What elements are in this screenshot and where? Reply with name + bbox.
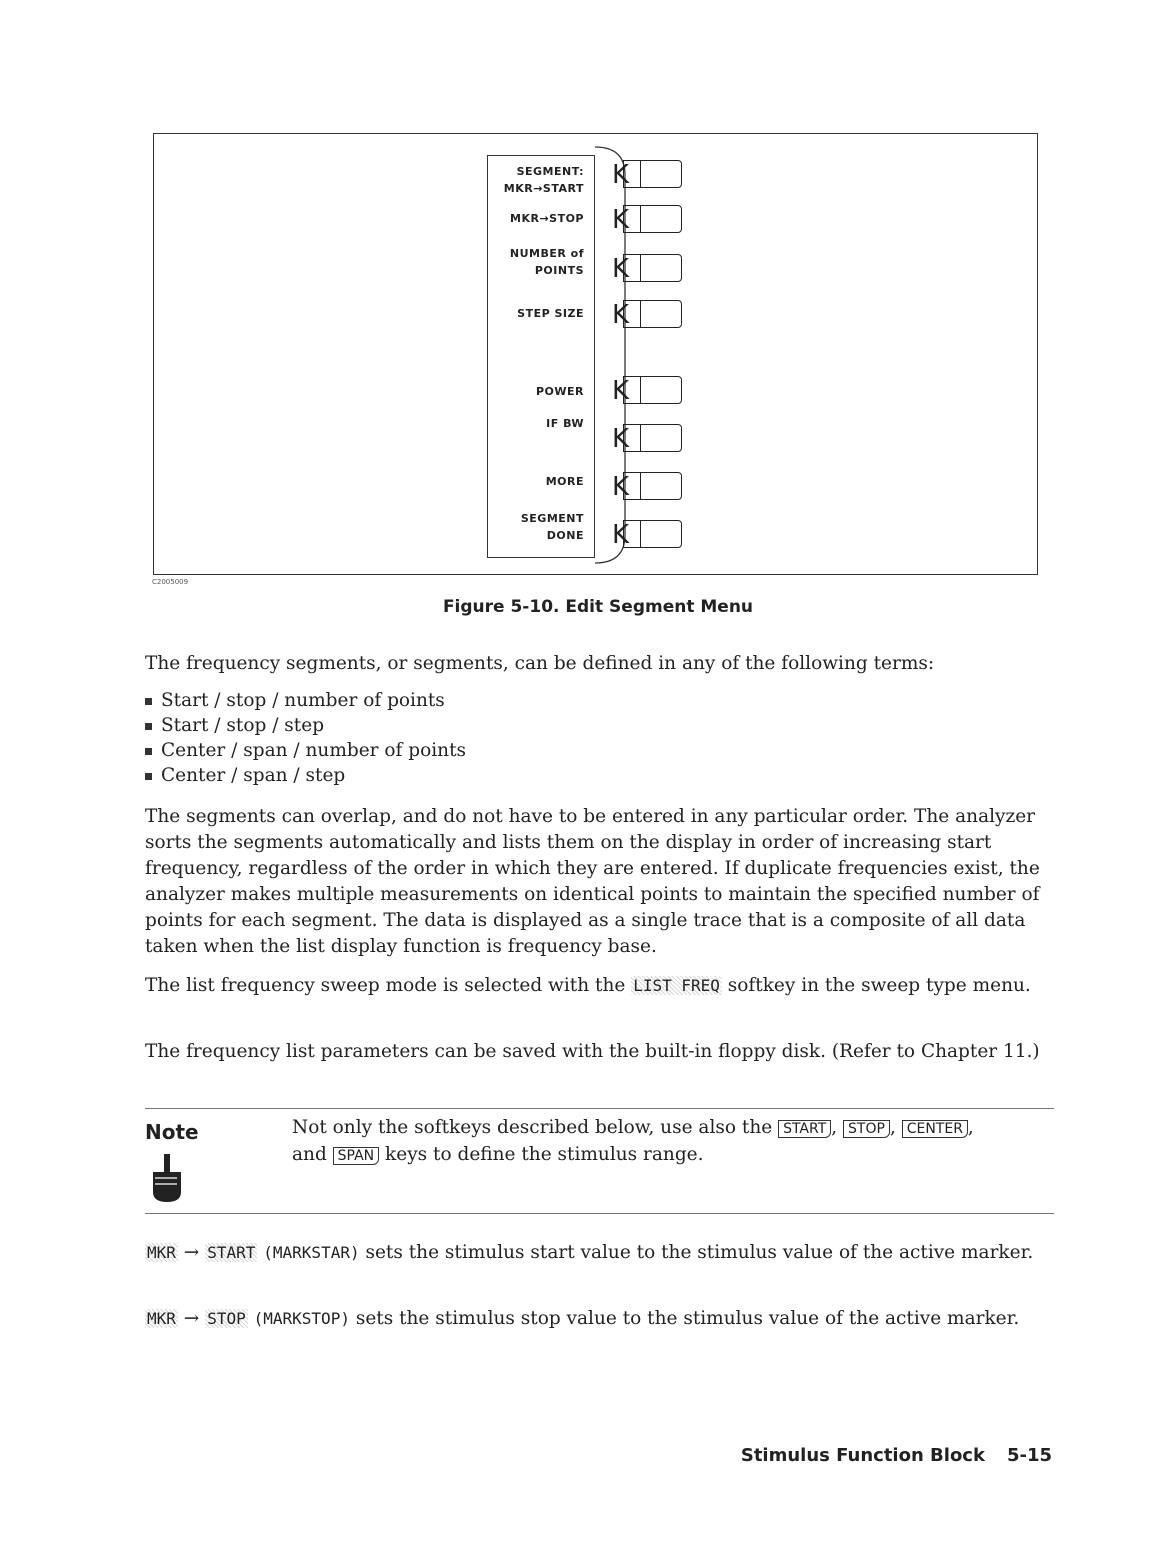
softkey-arrow-icon: K (612, 424, 630, 454)
definition-mkr-start: MKR → START (MARKSTAR) sets the stimulus start value to the stimulus value of the active marker. (147, 1242, 1034, 1263)
figure-code: C2005009 (152, 578, 189, 586)
softkey-3[interactable] (612, 254, 692, 284)
softkey-arrow-icon: K (612, 205, 630, 235)
footer-section-title: Stimulus Function Block (740, 1445, 985, 1466)
figure-caption: Figure 5-10. Edit Segment Menu (442, 597, 754, 617)
mkr-softkey: MKR (147, 1309, 176, 1328)
note-title: Note (145, 1120, 199, 1144)
softkey-arrow-icon: K (612, 376, 630, 406)
note-bottom-rule (145, 1213, 1054, 1214)
softkey-8[interactable] (612, 520, 692, 550)
list-freq-softkey: LIST FREQ (633, 976, 720, 995)
arrow-icon: → (183, 1308, 200, 1329)
sweep-paragraph: The list frequency sweep mode is selected with the LIST FREQ softkey in the sweep type menu. (145, 975, 1031, 996)
pointing-hand-icon (147, 1152, 187, 1204)
softkey-7[interactable] (612, 472, 692, 502)
note-top-rule (145, 1108, 1054, 1109)
menu-label-mkr-stop: MKR→STOP (510, 212, 584, 225)
softkey-6[interactable] (612, 424, 692, 454)
stop-key: STOP (843, 1120, 890, 1138)
mkr-softkey: MKR (147, 1243, 176, 1262)
softkey-1[interactable] (612, 160, 692, 190)
softkey-5[interactable] (612, 376, 692, 406)
stop-softkey: STOP (207, 1309, 246, 1328)
list-item: Center / span / number of points (145, 738, 466, 763)
menu-label-number-of-points: NUMBER of POINTS (509, 247, 584, 277)
page-number: 5-15 (1006, 1445, 1052, 1466)
softkey-4[interactable] (612, 300, 692, 330)
softkey-arrow-icon: K (612, 160, 630, 190)
softkey-arrow-icon: K (612, 472, 630, 502)
arrow-icon: → (183, 1242, 200, 1263)
start-softkey: START (207, 1243, 256, 1262)
page-footer (741, 1445, 1052, 1466)
softkey-menu-panel (487, 155, 595, 558)
start-key: START (778, 1120, 831, 1138)
span-key: SPAN (333, 1147, 379, 1165)
menu-label-if-bw: IF BW (546, 417, 584, 430)
menu-label-segment-mkr-start: SEGMENT: MKR→START (503, 165, 584, 195)
definition-mkr-stop: MKR → STOP (MARKSTOP) sets the stimulus stop value to the stimulus value of the active marker. (147, 1308, 1020, 1329)
softkey-arrow-icon: K (612, 300, 630, 330)
note-text: Not only the softkeys described below, use also the START , STOP , CENTER , and SPAN keys to define the stimulus range. (292, 1117, 974, 1165)
softkey-arrow-icon: K (612, 520, 630, 550)
list-item: Center / span / step (145, 763, 466, 788)
terms-list (145, 688, 466, 788)
softkey-arrow-icon: K (612, 254, 630, 284)
intro-paragraph: The frequency segments, or segments, can be defined in any of the following terms: (145, 653, 935, 674)
softkey-2[interactable] (612, 205, 692, 235)
menu-label-segment-done: SEGMENT DONE (520, 512, 584, 542)
center-key: CENTER (902, 1120, 968, 1138)
menu-label-power: POWER (535, 385, 584, 398)
save-paragraph: The frequency list parameters can be saved with the built-in floppy disk. (Refer to Chapter 11.) (145, 1041, 1040, 1062)
menu-label-more: MORE (545, 475, 584, 488)
list-item: Start / stop / step (145, 713, 466, 738)
overlap-paragraph: The segments can overlap, and do not have to be entered in any particular order. The analyzer sorts the segments automatically and lists them on the display in order of increasing start frequency, regardless of the order in which they are entered. If duplicate frequencies exist, the analyzer makes multiple measurements on identical points to maintain the specified number of points for each segment. The data is displayed as a single trace that is a composite of all data taken when the list display function is frequency base. (145, 806, 1040, 957)
menu-label-step-size: STEP SIZE (517, 307, 584, 320)
list-item: Start / stop / number of points (145, 688, 466, 713)
